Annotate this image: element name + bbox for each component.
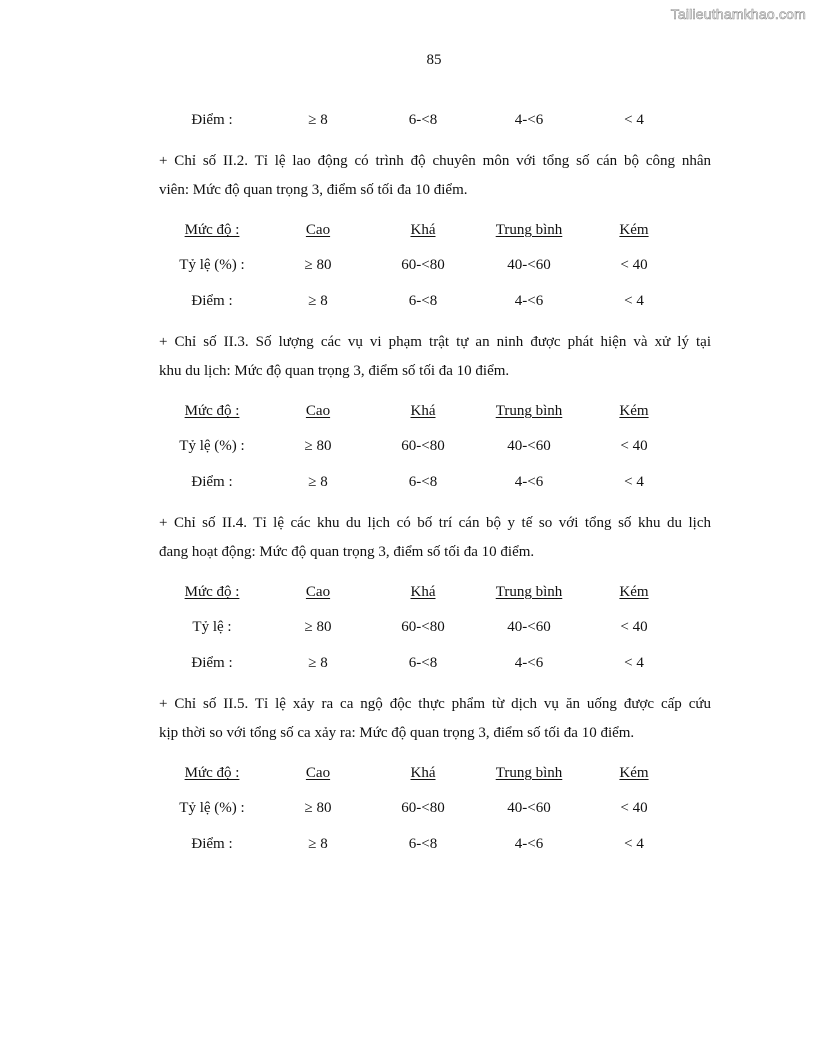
paragraph-line: kịp thời so với tổng số ca xảy ra: Mức độ quan trọng 3, điểm số tối đa 10 điểm.: [159, 724, 635, 741]
level-label: Mức độ :: [184, 222, 240, 238]
page-number: 85: [426, 52, 442, 68]
indicator-paragraph: [159, 328, 711, 385]
ratio-value: ≥ 80: [304, 619, 332, 635]
level-trung-binh: Trung bình: [495, 765, 563, 781]
score-label: Điểm :: [191, 112, 233, 128]
paragraph-line: viên: Mức độ quan trọng 3, điểm số tối đa 10 điểm.: [159, 181, 468, 198]
score-value: 4-<6: [514, 293, 544, 309]
ratio-value: < 40: [620, 438, 648, 454]
score-label: Điểm :: [191, 836, 233, 852]
ratio-label: Tỷ lệ (%) :: [179, 438, 245, 454]
score-value: 4-<6: [514, 474, 544, 490]
paragraph-line: khu du lịch: Mức độ quan trọng 3, điểm số tối đa 10 điểm.: [159, 362, 510, 379]
score-value: < 4: [624, 836, 644, 852]
ratio-value: ≥ 80: [304, 800, 332, 816]
score-label: Điểm :: [191, 293, 233, 309]
watermark: Tailieuthamkhao.com: [670, 6, 806, 22]
paragraph-line: + Chỉ số II.5. Tỉ lệ xảy ra ca ngộ độc thực phẩm từ dịch vụ ăn uống được cấp cứu: [159, 696, 711, 712]
paragraph-line: đang hoạt động: Mức độ quan trọng 3, điểm số tối đa 10 điểm.: [159, 543, 535, 560]
level-trung-binh: Trung bình: [495, 584, 563, 600]
level-trung-binh: Trung bình: [495, 222, 563, 238]
level-kem: Kém: [619, 765, 649, 781]
level-cao: Cao: [305, 403, 331, 419]
ratio-value: 60-<80: [401, 800, 445, 816]
level-kha: Khá: [410, 765, 436, 781]
score-value: < 4: [624, 655, 644, 671]
ratio-label: Tỷ lệ :: [192, 619, 232, 635]
paragraph-line: + Chỉ số II.4. Tỉ lệ các khu du lịch có bố trí cán bộ y tế so với tổng số khu du lịch: [159, 515, 711, 531]
score-value: < 4: [624, 474, 644, 490]
score-value: 6-<8: [408, 836, 438, 852]
indicator-paragraph: [159, 690, 711, 747]
ratio-value: 60-<80: [401, 438, 445, 454]
score-value: 4-<6: [514, 112, 544, 128]
ratio-value: < 40: [620, 619, 648, 635]
ratio-label: Tỷ lệ (%) :: [179, 257, 245, 273]
level-trung-binh: Trung bình: [495, 403, 563, 419]
level-kem: Kém: [619, 584, 649, 600]
ratio-value: 40-<60: [507, 438, 551, 454]
ratio-value: 40-<60: [507, 619, 551, 635]
score-label: Điểm :: [191, 474, 233, 490]
paragraph-line: + Chỉ số II.2. Tỉ lệ lao động có trình độ chuyên môn với tổng số cán bộ công nhân: [159, 153, 711, 169]
ratio-value: 60-<80: [401, 257, 445, 273]
level-kha: Khá: [410, 584, 436, 600]
score-value: 6-<8: [408, 655, 438, 671]
score-label: Điểm :: [191, 655, 233, 671]
score-value: 4-<6: [514, 836, 544, 852]
ratio-value: 60-<80: [401, 619, 445, 635]
level-label: Mức độ :: [184, 403, 240, 419]
ratio-value: 40-<60: [507, 257, 551, 273]
ratio-value: ≥ 80: [304, 257, 332, 273]
level-label: Mức độ :: [184, 584, 240, 600]
ratio-value: 40-<60: [507, 800, 551, 816]
ratio-label: Tỷ lệ (%) :: [179, 800, 245, 816]
level-kha: Khá: [410, 222, 436, 238]
level-label: Mức độ :: [184, 765, 240, 781]
score-value: 4-<6: [514, 655, 544, 671]
indicator-paragraph: [159, 509, 711, 566]
level-cao: Cao: [305, 584, 331, 600]
score-value: < 4: [624, 112, 644, 128]
score-value: ≥ 8: [308, 655, 328, 671]
level-kem: Kém: [619, 222, 649, 238]
paragraph-line: + Chỉ số II.3. Số lượng các vụ vi phạm trật tự an ninh được phát hiện và xử lý tại: [159, 334, 711, 350]
level-kha: Khá: [410, 403, 436, 419]
level-cao: Cao: [305, 765, 331, 781]
score-value: < 4: [624, 293, 644, 309]
ratio-value: < 40: [620, 800, 648, 816]
level-cao: Cao: [305, 222, 331, 238]
score-value: ≥ 8: [308, 112, 328, 128]
score-value: ≥ 8: [308, 293, 328, 309]
ratio-value: < 40: [620, 257, 648, 273]
level-kem: Kém: [619, 403, 649, 419]
score-value: 6-<8: [408, 112, 438, 128]
ratio-value: ≥ 80: [304, 438, 332, 454]
indicator-paragraph: [159, 147, 711, 204]
score-value: ≥ 8: [308, 836, 328, 852]
score-value: 6-<8: [408, 474, 438, 490]
score-value: 6-<8: [408, 293, 438, 309]
score-value: ≥ 8: [308, 474, 328, 490]
